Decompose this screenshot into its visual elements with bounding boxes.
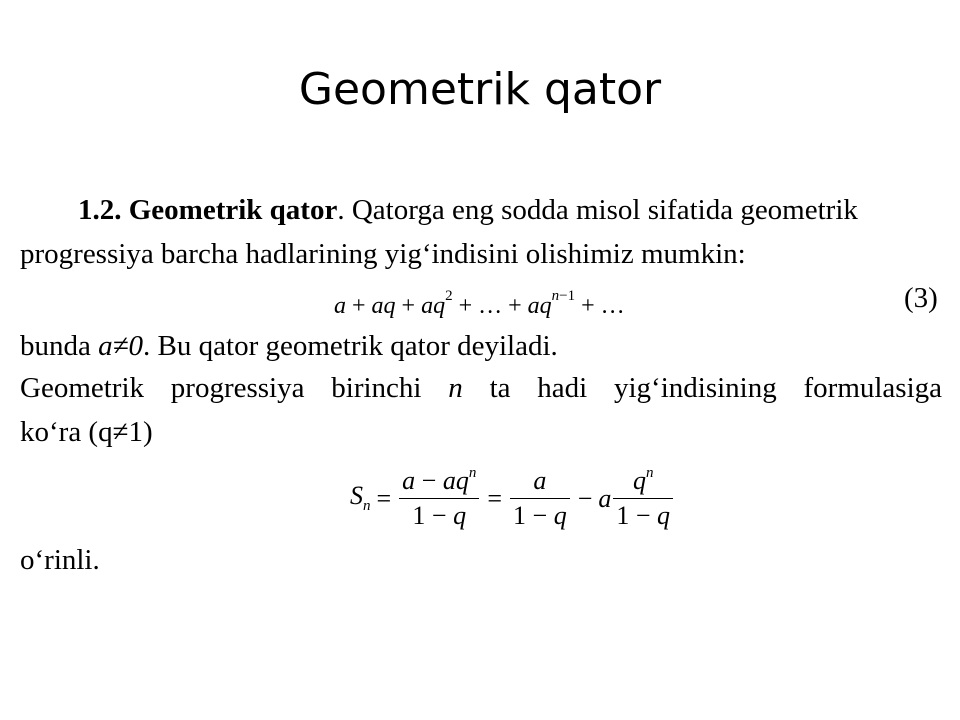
text-span: ta hadi yig‘indisining formulasiga [489,372,943,404]
sum-formula: $S_n$ = $\frac{a - aq^n}{1 - q}$ = $\frac{a}{1 - q}$ − a $\frac{q^n}{1 - q}$ [350,466,675,531]
paragraph-line-3 [20,328,558,364]
condition-text: a≠0 [98,330,144,362]
paragraph-line-5: ko‘ra (q≠1) [20,416,153,448]
series-equation: a + aq + $aq^2$ + … + $aq^{n-1}$ + … [334,288,625,319]
paragraph-line-4 [20,370,942,406]
slide-title: Geometrik qator [298,64,662,115]
equation-number: (3) [904,282,938,314]
text-span: bunda [20,330,99,362]
paragraph-line-2: progressiya barcha hadlarining yig‘indisini olishimiz mumkin: [20,238,746,270]
closing-line: o‘rinli. [20,544,100,576]
paragraph-line-1 [78,192,858,228]
section-heading: 1.2. Geometrik qator [78,194,338,226]
text-span: Geometrik progressiya birinchi [20,372,422,404]
paragraph-text: . Qatorga eng sodda misol sifatida geometrik [337,194,858,226]
text-span: . Bu qator geometrik qator deyiladi. [143,330,558,362]
variable-n: n [448,372,463,404]
